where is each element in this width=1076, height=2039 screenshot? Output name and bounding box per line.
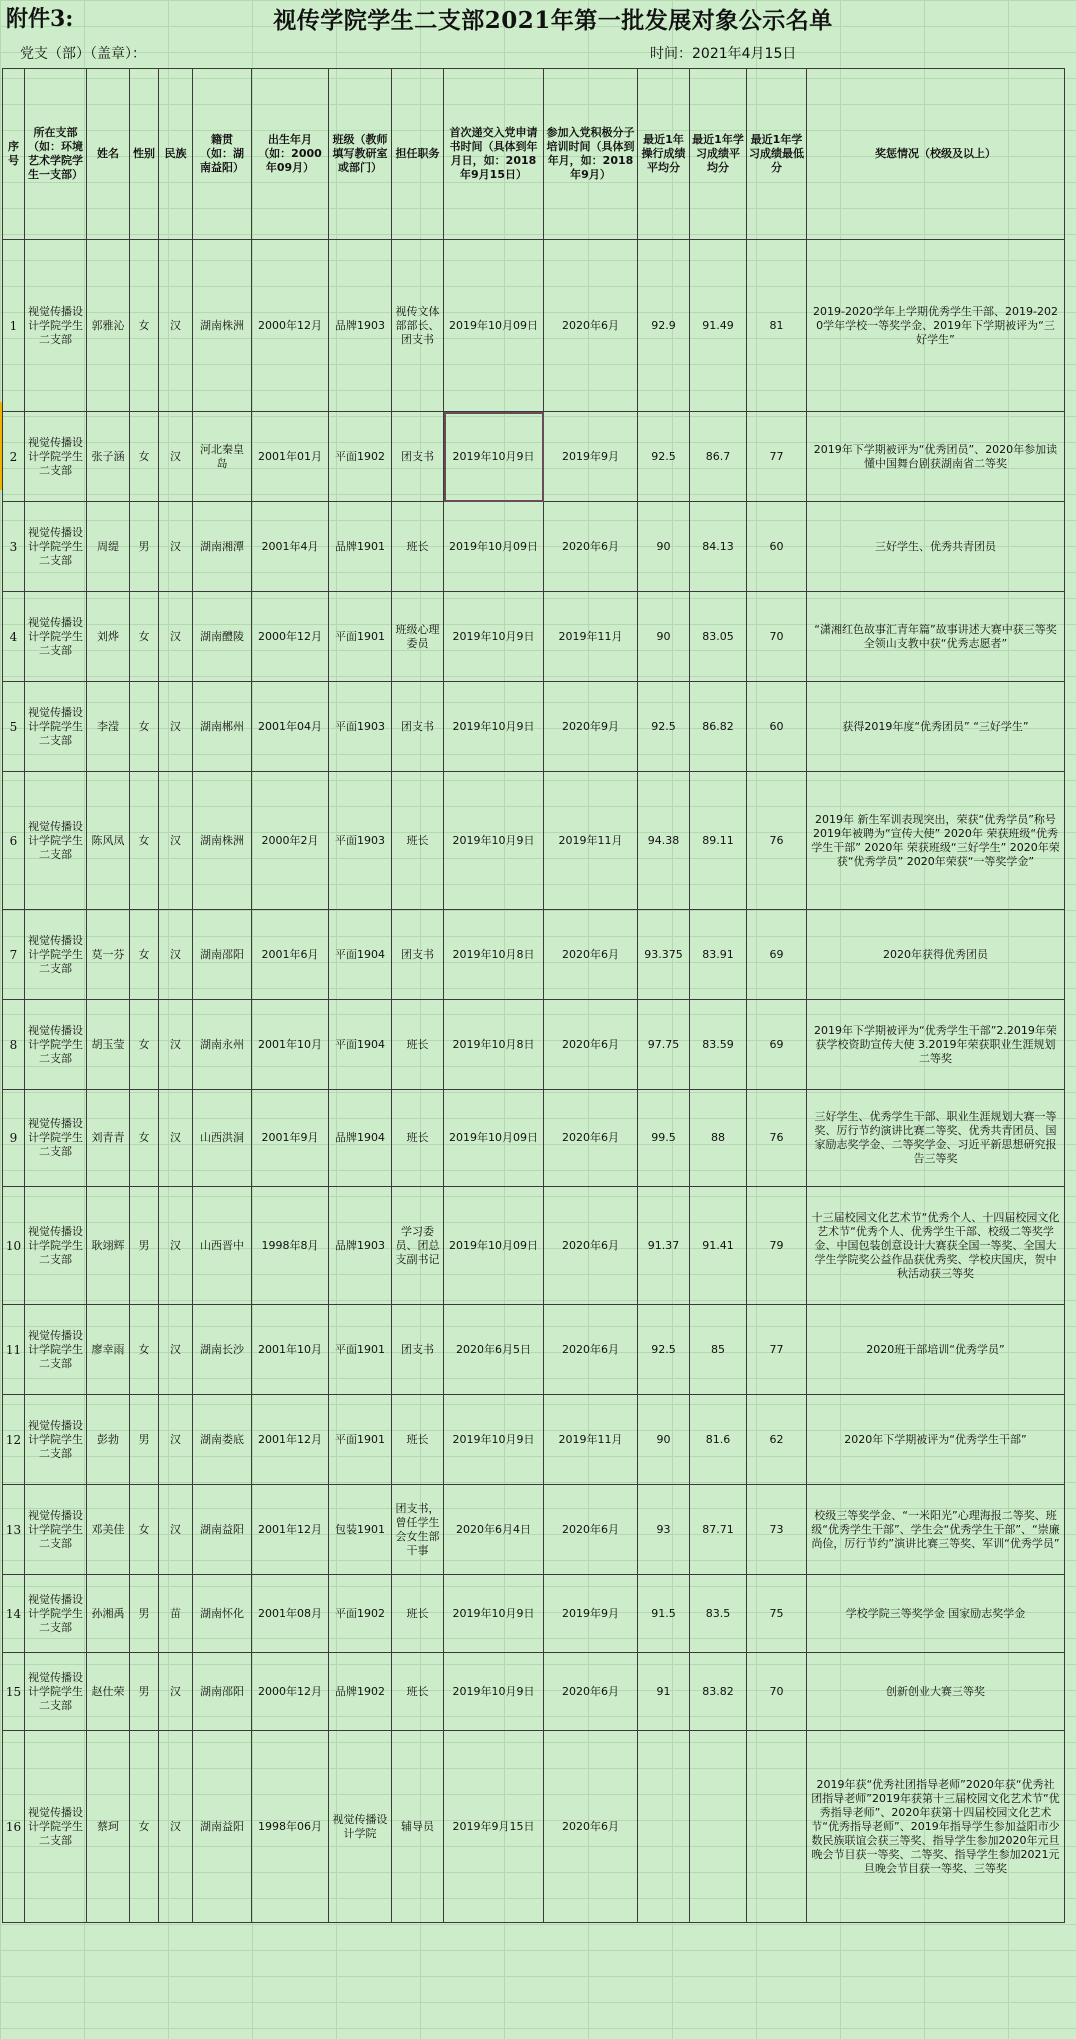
header-origin: 籍贯（如：湖南益阳）	[193, 69, 252, 240]
branch-cell[interactable]: 视觉传播设计学院学生二支部	[25, 772, 87, 910]
gender-cell[interactable]: 女	[130, 1731, 159, 1923]
apply-date-cell[interactable]: 2019年10月09日	[444, 502, 544, 592]
table-row	[3, 682, 1065, 772]
name-cell[interactable]: 周缇	[87, 502, 130, 592]
conduct-score-cell[interactable]: 99.5	[638, 1090, 690, 1187]
class-cell[interactable]: 品牌1901	[329, 502, 392, 592]
training-cell[interactable]: 2020年6月	[544, 1187, 638, 1305]
seq-cell[interactable]: 5	[3, 682, 25, 772]
origin-cell[interactable]: 湖南永州	[193, 1000, 252, 1090]
gender-cell[interactable]: 女	[130, 772, 159, 910]
birth-cell[interactable]: 2000年12月	[252, 592, 329, 682]
study-avg-cell[interactable]: 81.6	[690, 1395, 747, 1485]
training-cell[interactable]: 2020年6月	[544, 240, 638, 412]
seq-cell[interactable]: 14	[3, 1575, 25, 1653]
seq-cell[interactable]: 4	[3, 592, 25, 682]
gender-cell[interactable]: 女	[130, 682, 159, 772]
name-cell[interactable]: 蔡珂	[87, 1731, 130, 1923]
header-birth: 出生年月（如：2000年09月）	[252, 69, 329, 240]
study-avg-cell[interactable]: 88	[690, 1090, 747, 1187]
training-cell[interactable]: 2020年6月	[544, 502, 638, 592]
origin-cell[interactable]: 湖南株洲	[193, 240, 252, 412]
study-min-cell[interactable]: 73	[747, 1485, 807, 1575]
name-cell[interactable]: 莫一芬	[87, 910, 130, 1000]
origin-cell[interactable]: 湖南郴州	[193, 682, 252, 772]
header-gender: 性别	[130, 69, 159, 240]
position-cell[interactable]: 班级心理委员	[392, 592, 444, 682]
study-avg-cell[interactable]: 83.82	[690, 1653, 747, 1731]
origin-cell[interactable]: 湖南益阳	[193, 1485, 252, 1575]
position-cell[interactable]: 班长	[392, 1653, 444, 1731]
branch-cell[interactable]: 视觉传播设计学院学生二支部	[25, 412, 87, 502]
origin-cell[interactable]: 山西晋中	[193, 1187, 252, 1305]
birth-cell[interactable]: 2001年6月	[252, 910, 329, 1000]
apply-date-cell[interactable]: 2019年10月8日	[444, 1000, 544, 1090]
branch-cell[interactable]: 视觉传播设计学院学生二支部	[25, 502, 87, 592]
branch-cell[interactable]: 视觉传播设计学院学生二支部	[25, 1731, 87, 1923]
conduct-score-cell[interactable]: 92.9	[638, 240, 690, 412]
gender-cell[interactable]: 女	[130, 592, 159, 682]
class-cell[interactable]: 品牌1903	[329, 240, 392, 412]
ethnicity-cell[interactable]: 苗	[159, 1575, 193, 1653]
birth-cell[interactable]: 2001年12月	[252, 1395, 329, 1485]
awards-cell[interactable]: 2020年获得优秀团员	[807, 910, 1065, 1000]
header-study-avg: 最近1年学习成绩平均分	[690, 69, 747, 240]
name-cell[interactable]: 李滢	[87, 682, 130, 772]
conduct-score-cell[interactable]	[638, 1731, 690, 1923]
ethnicity-cell[interactable]: 汉	[159, 502, 193, 592]
class-cell[interactable]: 平面1903	[329, 682, 392, 772]
awards-cell[interactable]: 2019年 新生军训表现突出，荣获“优秀学员”称号 2019年被聘为“宣传大使” 2020年 荣获班级“优秀学生干部” 2020年 荣获班级“三好学生” 2020年荣获“优秀学员” 2020年荣获“一等奖学金”	[807, 772, 1065, 910]
study-min-cell[interactable]: 69	[747, 910, 807, 1000]
apply-date-cell[interactable]: 2019年10月9日	[444, 772, 544, 910]
name-cell[interactable]: 陈风凤	[87, 772, 130, 910]
study-avg-cell[interactable]: 83.59	[690, 1000, 747, 1090]
seq-cell[interactable]: 13	[3, 1485, 25, 1575]
position-cell[interactable]: 学习委员、团总支副书记	[392, 1187, 444, 1305]
branch-cell[interactable]: 视觉传播设计学院学生二支部	[25, 1575, 87, 1653]
awards-cell[interactable]: “潇湘红色故事汇青年篇”故事讲述大赛中获三等奖 全领山支教中获“优秀志愿者”	[807, 592, 1065, 682]
gender-cell[interactable]: 女	[130, 412, 159, 502]
awards-cell[interactable]: 三好学生、优秀共青团员	[807, 502, 1065, 592]
apply-date-cell[interactable]: 2019年10月9日	[444, 412, 544, 502]
awards-cell[interactable]: 2019年获“优秀社团指导老师”2020年获“优秀社团指导老师”2019年获第十三届校园文化艺术节“优秀指导老师”、2020年获第十四届校园文化艺术节“优秀指导老师”、2019年指导学生参加益阳市少数民族联谊会获三等奖、指导学生参加2020年元旦晚会节目获一等奖、二等奖、指导学生参加2021元旦晚会节目获一等奖、三等奖	[807, 1731, 1065, 1923]
branch-cell[interactable]: 视觉传播设计学院学生二支部	[25, 1187, 87, 1305]
origin-cell[interactable]: 湖南株洲	[193, 772, 252, 910]
training-cell[interactable]: 2020年6月	[544, 1653, 638, 1731]
attachment-label: 附件3:	[6, 6, 74, 32]
position-cell[interactable]: 班长	[392, 502, 444, 592]
conduct-score-cell[interactable]: 97.75	[638, 1000, 690, 1090]
conduct-score-cell[interactable]: 92.5	[638, 682, 690, 772]
table-row	[3, 1485, 1065, 1575]
birth-cell[interactable]: 2001年9月	[252, 1090, 329, 1187]
study-avg-cell[interactable]: 89.11	[690, 772, 747, 910]
table-header-row	[3, 69, 1065, 240]
position-cell[interactable]: 班长	[392, 1575, 444, 1653]
conduct-score-cell[interactable]: 93	[638, 1485, 690, 1575]
origin-cell[interactable]: 山西洪洞	[193, 1090, 252, 1187]
branch-cell[interactable]: 视觉传播设计学院学生二支部	[25, 910, 87, 1000]
apply-date-cell[interactable]: 2020年6月4日	[444, 1485, 544, 1575]
party-branch-label: 党支（部）（盖章）：	[20, 46, 146, 62]
branch-cell[interactable]: 视觉传播设计学院学生二支部	[25, 1000, 87, 1090]
table-row	[3, 1000, 1065, 1090]
study-avg-cell[interactable]: 83.91	[690, 910, 747, 1000]
apply-date-cell[interactable]: 2019年9月15日	[444, 1731, 544, 1923]
origin-cell[interactable]: 湖南邵阳	[193, 910, 252, 1000]
ethnicity-cell[interactable]: 汉	[159, 910, 193, 1000]
header-position: 担任职务	[392, 69, 444, 240]
conduct-score-cell[interactable]: 90	[638, 592, 690, 682]
candidate-table	[2, 68, 1065, 1923]
origin-cell[interactable]: 河北秦皇岛	[193, 412, 252, 502]
position-cell[interactable]: 班长	[392, 1090, 444, 1187]
study-avg-cell[interactable]: 86.82	[690, 682, 747, 772]
study-min-cell[interactable]: 75	[747, 1575, 807, 1653]
seq-cell[interactable]: 11	[3, 1305, 25, 1395]
training-cell[interactable]: 2020年6月	[544, 1485, 638, 1575]
class-cell[interactable]: 平面1901	[329, 1305, 392, 1395]
branch-cell[interactable]: 视觉传播设计学院学生二支部	[25, 1653, 87, 1731]
gender-cell[interactable]: 女	[130, 1090, 159, 1187]
study-min-cell[interactable]: 77	[747, 1305, 807, 1395]
position-cell[interactable]: 团支书	[392, 412, 444, 502]
position-cell[interactable]: 班长	[392, 772, 444, 910]
birth-cell[interactable]: 2001年01月	[252, 412, 329, 502]
origin-cell[interactable]: 湖南怀化	[193, 1575, 252, 1653]
training-cell[interactable]: 2020年6月	[544, 910, 638, 1000]
ethnicity-cell[interactable]: 汉	[159, 1305, 193, 1395]
ethnicity-cell[interactable]: 汉	[159, 1731, 193, 1923]
table-row	[3, 240, 1065, 412]
origin-cell[interactable]: 湖南湘潭	[193, 502, 252, 592]
table-row	[3, 1187, 1065, 1305]
table-row	[3, 412, 1065, 502]
class-cell[interactable]: 平面1901	[329, 1395, 392, 1485]
study-min-cell[interactable]: 77	[747, 412, 807, 502]
table-row	[3, 1090, 1065, 1187]
training-cell[interactable]: 2019年9月	[544, 1575, 638, 1653]
apply-date-cell[interactable]: 2019年10月09日	[444, 1187, 544, 1305]
seq-cell[interactable]: 6	[3, 772, 25, 910]
awards-cell[interactable]: 2020班干部培训“优秀学员”	[807, 1305, 1065, 1395]
study-min-cell[interactable]: 76	[747, 1090, 807, 1187]
ethnicity-cell[interactable]: 汉	[159, 682, 193, 772]
birth-cell[interactable]: 1998年06月	[252, 1731, 329, 1923]
position-cell[interactable]: 团支书	[392, 682, 444, 772]
origin-cell[interactable]: 湖南益阳	[193, 1731, 252, 1923]
study-avg-cell[interactable]: 84.13	[690, 502, 747, 592]
class-cell[interactable]: 包装1901	[329, 1485, 392, 1575]
seq-cell[interactable]: 7	[3, 910, 25, 1000]
class-cell[interactable]: 平面1904	[329, 910, 392, 1000]
ethnicity-cell[interactable]: 汉	[159, 1187, 193, 1305]
awards-cell[interactable]: 2019年下学期被评为“优秀团员”、2020年参加读懂中国舞台剧获湖南省二等奖	[807, 412, 1065, 502]
gender-cell[interactable]: 男	[130, 1395, 159, 1485]
conduct-score-cell[interactable]: 91.37	[638, 1187, 690, 1305]
study-avg-cell[interactable]: 86.7	[690, 412, 747, 502]
table-row	[3, 1305, 1065, 1395]
training-cell[interactable]: 2019年11月	[544, 592, 638, 682]
ethnicity-cell[interactable]: 汉	[159, 412, 193, 502]
training-cell[interactable]: 2020年6月	[544, 1090, 638, 1187]
ethnicity-cell[interactable]: 汉	[159, 1090, 193, 1187]
ethnicity-cell[interactable]: 汉	[159, 1395, 193, 1485]
table-row	[3, 592, 1065, 682]
apply-date-cell[interactable]: 2019年10月09日	[444, 240, 544, 412]
seq-cell[interactable]: 16	[3, 1731, 25, 1923]
conduct-score-cell[interactable]: 90	[638, 1395, 690, 1485]
seq-cell[interactable]: 10	[3, 1187, 25, 1305]
apply-date-cell[interactable]: 2019年10月9日	[444, 1575, 544, 1653]
birth-cell[interactable]: 2001年08月	[252, 1575, 329, 1653]
header-training: 参加入党积极分子培训时间（具体到年月，如：2018年9月）	[544, 69, 638, 240]
training-cell[interactable]: 2020年9月	[544, 682, 638, 772]
header-ethnicity: 民族	[159, 69, 193, 240]
name-cell[interactable]: 胡玉莹	[87, 1000, 130, 1090]
conduct-score-cell[interactable]: 92.5	[638, 412, 690, 502]
info-row	[0, 40, 1076, 64]
apply-date-cell[interactable]: 2019年10月09日	[444, 1090, 544, 1187]
birth-cell[interactable]: 1998年8月	[252, 1187, 329, 1305]
study-avg-cell[interactable]: 91.41	[690, 1187, 747, 1305]
conduct-score-cell[interactable]: 94.38	[638, 772, 690, 910]
ethnicity-cell[interactable]: 汉	[159, 1000, 193, 1090]
class-cell[interactable]: 平面1903	[329, 772, 392, 910]
branch-cell[interactable]: 视觉传播设计学院学生二支部	[25, 1485, 87, 1575]
apply-date-cell[interactable]: 2019年10月9日	[444, 592, 544, 682]
study-avg-cell[interactable]: 83.5	[690, 1575, 747, 1653]
awards-cell[interactable]: 学校学院三等奖学金 国家励志奖学金	[807, 1575, 1065, 1653]
study-min-cell[interactable]: 69	[747, 1000, 807, 1090]
header-apply-date: 首次递交入党申请书时间（具体到年月日，如：2018年9月15日）	[444, 69, 544, 240]
study-avg-cell[interactable]	[690, 1731, 747, 1923]
birth-cell[interactable]: 2000年2月	[252, 772, 329, 910]
seq-cell[interactable]: 8	[3, 1000, 25, 1090]
table-row	[3, 1575, 1065, 1653]
training-cell[interactable]: 2020年6月	[544, 1731, 638, 1923]
seq-cell[interactable]: 15	[3, 1653, 25, 1731]
table-row	[3, 502, 1065, 592]
awards-cell[interactable]: 2019年下学期被评为“优秀学生干部”2.2019年荣获学校资助宣传大使 3.2019年荣获职业生涯规划二等奖	[807, 1000, 1065, 1090]
study-avg-cell[interactable]: 87.71	[690, 1485, 747, 1575]
name-cell[interactable]: 刘青青	[87, 1090, 130, 1187]
study-min-cell[interactable]: 81	[747, 240, 807, 412]
name-cell[interactable]: 赵仕荣	[87, 1653, 130, 1731]
gender-cell[interactable]: 女	[130, 240, 159, 412]
table-row	[3, 1731, 1065, 1923]
seq-cell[interactable]: 2	[3, 412, 25, 502]
ethnicity-cell[interactable]: 汉	[159, 1485, 193, 1575]
class-cell[interactable]: 品牌1903	[329, 1187, 392, 1305]
position-cell[interactable]: 团支书，曾任学生会女生部干事	[392, 1485, 444, 1575]
awards-cell[interactable]: 2019-2020学年上学期优秀学生干部、2019-2020学年学校一等奖学金、2019年下学期被评为“三好学生”	[807, 240, 1065, 412]
class-cell[interactable]: 品牌1902	[329, 1653, 392, 1731]
apply-date-cell[interactable]: 2019年10月9日	[444, 682, 544, 772]
apply-date-cell[interactable]: 2019年10月9日	[444, 1395, 544, 1485]
apply-date-cell[interactable]: 2020年6月5日	[444, 1305, 544, 1395]
study-min-cell[interactable]	[747, 1731, 807, 1923]
conduct-score-cell[interactable]: 90	[638, 502, 690, 592]
birth-cell[interactable]: 2001年10月	[252, 1000, 329, 1090]
gender-cell[interactable]: 男	[130, 1653, 159, 1731]
gender-cell[interactable]: 女	[130, 1305, 159, 1395]
birth-cell[interactable]: 2001年04月	[252, 682, 329, 772]
position-cell[interactable]: 辅导员	[392, 1731, 444, 1923]
awards-cell[interactable]: 2020年下学期被评为“优秀学生干部”	[807, 1395, 1065, 1485]
position-cell[interactable]: 班长	[392, 1395, 444, 1485]
conduct-score-cell[interactable]: 93.375	[638, 910, 690, 1000]
header-conduct: 最近1年操行成绩平均分	[638, 69, 690, 240]
training-cell[interactable]: 2019年11月	[544, 772, 638, 910]
apply-date-cell[interactable]: 2019年10月9日	[444, 1653, 544, 1731]
table-row	[3, 1653, 1065, 1731]
seq-cell[interactable]: 1	[3, 240, 25, 412]
branch-cell[interactable]: 视觉传播设计学院学生二支部	[25, 240, 87, 412]
birth-cell[interactable]: 2000年12月	[252, 240, 329, 412]
branch-cell[interactable]: 视觉传播设计学院学生二支部	[25, 592, 87, 682]
position-cell[interactable]: 班长	[392, 1000, 444, 1090]
ethnicity-cell[interactable]: 汉	[159, 592, 193, 682]
document-title: 视传学院学生二支部2021年第一批发展对象公示名单	[273, 7, 833, 34]
birth-cell[interactable]: 2000年12月	[252, 1653, 329, 1731]
awards-cell[interactable]: 校级三等奖学金、“一米阳光”心理海报二等奖、班级“优秀学生干部”、学生会“优秀学生干部”、“崇廉尚俭，厉行节约”演讲比赛三等奖、军训“优秀学员”	[807, 1485, 1065, 1575]
class-cell[interactable]: 品牌1904	[329, 1090, 392, 1187]
birth-cell[interactable]: 2001年12月	[252, 1485, 329, 1575]
class-cell[interactable]: 平面1902	[329, 1575, 392, 1653]
date-label: 时间：2021年4月15日	[650, 46, 797, 62]
name-cell[interactable]: 邓美佳	[87, 1485, 130, 1575]
awards-cell[interactable]: 十三届校园文化艺术节“优秀个人、十四届校园文化艺术节“优秀个人、优秀学生干部、校级二等奖学金、中国包装创意设计大赛获全国一等奖、全国大学生学院奖公益作品获优秀奖、学校庆国庆，贺中秋活动获三等奖	[807, 1187, 1065, 1305]
study-avg-cell[interactable]: 83.05	[690, 592, 747, 682]
study-min-cell[interactable]: 62	[747, 1395, 807, 1485]
name-cell[interactable]: 刘烨	[87, 592, 130, 682]
gender-cell[interactable]: 女	[130, 1000, 159, 1090]
ethnicity-cell[interactable]: 汉	[159, 240, 193, 412]
study-avg-cell[interactable]: 85	[690, 1305, 747, 1395]
awards-cell[interactable]: 获得2019年度“优秀团员” “三好学生”	[807, 682, 1065, 772]
branch-cell[interactable]: 视觉传播设计学院学生二支部	[25, 1395, 87, 1485]
apply-date-cell[interactable]: 2019年10月8日	[444, 910, 544, 1000]
gender-cell[interactable]: 女	[130, 1485, 159, 1575]
seq-cell[interactable]: 3	[3, 502, 25, 592]
branch-cell[interactable]: 视觉传播设计学院学生二支部	[25, 682, 87, 772]
header-branch: 所在支部（如：环境艺术学院学生一支部）	[25, 69, 87, 240]
awards-cell[interactable]: 创新创业大赛三等奖	[807, 1653, 1065, 1731]
header-class: 班级（教师填写教研室或部门）	[329, 69, 392, 240]
position-cell[interactable]: 视传文体部部长、团支书	[392, 240, 444, 412]
study-min-cell[interactable]: 79	[747, 1187, 807, 1305]
gender-cell[interactable]: 男	[130, 502, 159, 592]
seq-cell[interactable]: 9	[3, 1090, 25, 1187]
awards-cell[interactable]: 三好学生、优秀学生干部、职业生涯规划大赛一等奖、厉行节约演讲比赛二等奖、优秀共青团员、国家励志奖学金、二等奖学金、习近平新思想研究报告三等奖	[807, 1090, 1065, 1187]
header-awards: 奖惩情况（校级及以上）	[807, 69, 1065, 240]
origin-cell[interactable]: 湖南醴陵	[193, 592, 252, 682]
table-row	[3, 1395, 1065, 1485]
header-name: 姓名	[87, 69, 130, 240]
name-cell[interactable]: 廖幸雨	[87, 1305, 130, 1395]
header-seq: 序号	[3, 69, 25, 240]
conduct-score-cell[interactable]: 91	[638, 1653, 690, 1731]
study-min-cell[interactable]: 76	[747, 772, 807, 910]
name-cell[interactable]: 张子涵	[87, 412, 130, 502]
training-cell[interactable]: 2019年9月	[544, 412, 638, 502]
seq-cell[interactable]: 12	[3, 1395, 25, 1485]
table-row	[3, 910, 1065, 1000]
study-avg-cell[interactable]: 91.49	[690, 240, 747, 412]
origin-cell[interactable]: 湖南长沙	[193, 1305, 252, 1395]
study-min-cell[interactable]: 60	[747, 502, 807, 592]
class-cell[interactable]: 视觉传播设计学院	[329, 1731, 392, 1923]
study-min-cell[interactable]: 70	[747, 1653, 807, 1731]
conduct-score-cell[interactable]: 91.5	[638, 1575, 690, 1653]
class-cell[interactable]: 平面1902	[329, 412, 392, 502]
class-cell[interactable]: 平面1901	[329, 592, 392, 682]
study-min-cell[interactable]: 60	[747, 682, 807, 772]
position-cell[interactable]: 团支书	[392, 1305, 444, 1395]
name-cell[interactable]: 彭勃	[87, 1395, 130, 1485]
origin-cell[interactable]: 湖南邵阳	[193, 1653, 252, 1731]
gender-cell[interactable]: 男	[130, 1187, 159, 1305]
header-study-min: 最近1年学习成绩最低分	[747, 69, 807, 240]
table-body	[3, 240, 1065, 1923]
training-cell[interactable]: 2019年11月	[544, 1395, 638, 1485]
gender-cell[interactable]: 女	[130, 910, 159, 1000]
position-cell[interactable]: 团支书	[392, 910, 444, 1000]
ethnicity-cell[interactable]: 汉	[159, 772, 193, 910]
training-cell[interactable]: 2020年6月	[544, 1305, 638, 1395]
conduct-score-cell[interactable]: 92.5	[638, 1305, 690, 1395]
name-cell[interactable]: 耿翊辉	[87, 1187, 130, 1305]
title-row	[0, 0, 1076, 36]
origin-cell[interactable]: 湖南娄底	[193, 1395, 252, 1485]
branch-cell[interactable]: 视觉传播设计学院学生二支部	[25, 1090, 87, 1187]
birth-cell[interactable]: 2001年4月	[252, 502, 329, 592]
name-cell[interactable]: 孙湘禹	[87, 1575, 130, 1653]
table-row	[3, 772, 1065, 910]
birth-cell[interactable]: 2001年10月	[252, 1305, 329, 1395]
class-cell[interactable]: 平面1904	[329, 1000, 392, 1090]
training-cell[interactable]: 2020年6月	[544, 1000, 638, 1090]
ethnicity-cell[interactable]: 汉	[159, 1653, 193, 1731]
name-cell[interactable]: 郭雅沁	[87, 240, 130, 412]
branch-cell[interactable]: 视觉传播设计学院学生二支部	[25, 1305, 87, 1395]
gender-cell[interactable]: 男	[130, 1575, 159, 1653]
study-min-cell[interactable]: 70	[747, 592, 807, 682]
